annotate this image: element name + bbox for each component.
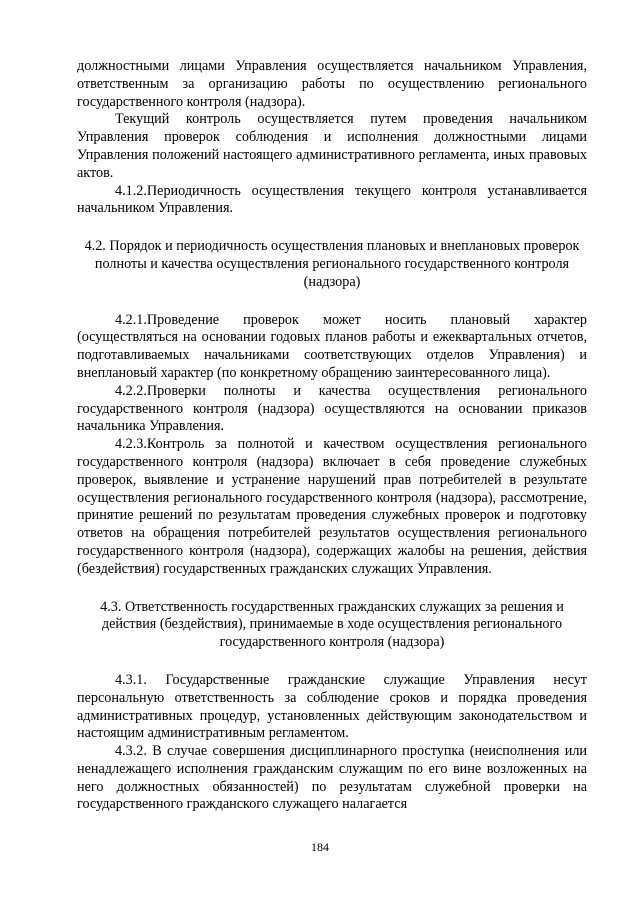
spacer: [77, 218, 587, 238]
section-heading-4-3: 4.3. Ответственность государственных гражданских служащих за решения и действия (бездействия), принимаемые в ходе осуществления регионального государственного контроля (надзора): [100, 598, 564, 651]
spacer: [77, 292, 587, 312]
paragraph-continuation: должностными лицами Управления осуществляется начальником Управления, ответственным за организацию работы по осуществлению регионального государственного контроля (надзора).: [77, 58, 587, 110]
paragraph-4-1-2: 4.1.2.Периодичность осуществления текущего контроля устанавливается начальником Управления.: [77, 182, 587, 217]
paragraph-4-3-1: 4.3.1. Государственные гражданские служащие Управления несут персональную ответственность за соблюдение сроков и порядка проведения административных процедур, установленных действующим законодательством и настоящим административным регламентом.: [77, 671, 587, 742]
spacer: [77, 652, 587, 672]
paragraph-current-control: Текущий контроль осуществляется путем проведения начальником Управления проверок соблюдения и исполнения должностными лицами Управления положений настоящего административного регламента, иных правовых актов.: [77, 111, 587, 181]
paragraph-4-3-2: 4.3.2. В случае совершения дисциплинарного проступка (неисполнения или ненадлежащего исполнения гражданским служащим по его вине возложенных на него должностных обязанностей) по результатам служебной проверки на государственного гражданского служащего налагается: [77, 743, 587, 813]
page-number: 184: [311, 840, 329, 854]
section-heading-4-2: 4.2. Порядок и периодичность осуществления плановых и внеплановых проверок полноты и качества осуществления регионального государственного контроля (надзора): [84, 238, 580, 290]
paragraph-4-2-2: 4.2.2.Проверки полноты и качества осуществления регионального государственного контроля (надзора) осуществляются на основании приказов начальника Управления.: [77, 382, 587, 435]
paragraph-4-2-1: 4.2.1.Проведение проверок может носить плановый характер (осуществляться на основании годовых планов работы и ежеквартальных отчетов, подготавливаемых начальниками соответствующих отделов Управления) и внеплановый характер (по конкретному обращению заинтересованного лица).: [77, 311, 587, 381]
paragraph-4-2-3: 4.2.3.Контроль за полнотой и качеством осуществления регионального государственного контроля (надзора) включает в себя проведение служебных проверок, выявление и устранение нарушений прав потребителей в результате осуществления регионального государственного контроля (надзора), рассмотрение, принятие решений по результатам проведения служебных проверок и подготовку ответов на обращения потребителей результатов осуществления регионального государственного контроля (надзора), содержащих жалобы на решения, действия (бездействия) государственных гражданских служащих Управления.: [77, 436, 587, 577]
spacer: [77, 579, 587, 599]
document-page: [77, 58, 587, 814]
